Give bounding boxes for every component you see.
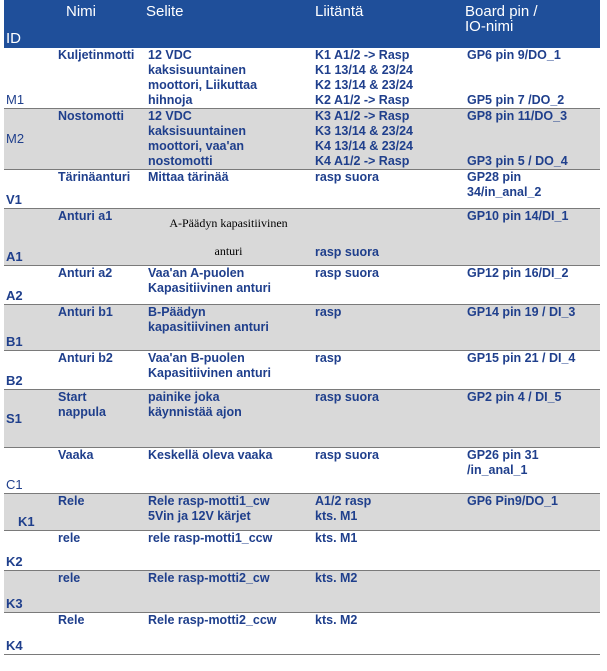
row-description <box>142 109 309 170</box>
row-connection <box>309 109 453 170</box>
row-name: Kuljetinmotti <box>52 48 142 109</box>
row-name: Tärinäanturi <box>52 170 142 209</box>
board-pin-line: 34/in_anal_2 <box>467 185 542 199</box>
description-line: 12 VDC <box>148 48 192 62</box>
row-id: V1 <box>4 170 52 209</box>
connection-line: K1 A1/2 -> Rasp <box>315 48 410 62</box>
name-line: Start <box>58 390 87 404</box>
row-connection: rasp suora <box>309 209 453 266</box>
row-description <box>142 351 309 390</box>
row-connection: kts. M2 <box>309 571 453 613</box>
row-description <box>142 266 309 305</box>
header-name: Nimi <box>52 0 142 48</box>
row-id: B1 <box>4 305 52 351</box>
row-description <box>142 48 309 109</box>
board-pin-line: GP5 pin 7 /DO_2 <box>467 93 565 107</box>
connection-line: A1/2 rasp <box>315 494 372 508</box>
row-description: Rele rasp-motti2_cw <box>142 571 309 613</box>
row-id: M2 <box>4 109 52 170</box>
header-row <box>4 0 600 48</box>
row-name: rele <box>52 571 142 613</box>
board-pin-line: GP26 pin 31 <box>467 448 539 462</box>
row-board-pin: GP10 pin 14/DI_1 <box>453 209 600 266</box>
table-row <box>4 448 600 494</box>
row-id: S1 <box>4 390 52 448</box>
row-name: Rele <box>52 494 142 531</box>
table-row <box>4 48 600 109</box>
description-line: Rele rasp-motti1_cw <box>148 494 270 508</box>
row-name: Nostomotti <box>52 109 142 170</box>
description-line: painike joka <box>148 390 220 404</box>
table-row <box>4 266 600 305</box>
description-line: 12 VDC <box>148 109 192 123</box>
row-name: Anturi a2 <box>52 266 142 305</box>
header-board-pin <box>453 0 600 48</box>
row-board-pin <box>453 613 600 655</box>
description-line: kaksisuuntainen <box>148 63 246 77</box>
row-description <box>142 305 309 351</box>
table-row <box>4 351 600 390</box>
board-pin-line: GP6 pin 9/DO_1 <box>467 48 561 62</box>
table-row <box>4 571 600 613</box>
row-board-pin: GP2 pin 4 / DI_5 <box>453 390 600 448</box>
row-id: K4 <box>4 613 52 655</box>
row-id: K1 <box>4 494 52 531</box>
board-pin-line: GP8 pin 11/DO_3 <box>467 109 568 123</box>
row-name: Vaaka <box>52 448 142 494</box>
row-board-pin <box>453 170 600 209</box>
table-row <box>4 531 600 571</box>
row-id: M1 <box>4 48 52 109</box>
board-pin-line: /in_anal_1 <box>467 463 528 477</box>
description-line: hihnoja <box>148 93 193 107</box>
row-name: Anturi b1 <box>52 305 142 351</box>
row-board-pin <box>453 109 600 170</box>
table-row <box>4 170 600 209</box>
description-line: käynnistää ajon <box>148 405 242 419</box>
row-name: rele <box>52 531 142 571</box>
row-connection: kts. M2 <box>309 613 453 655</box>
row-connection <box>309 494 453 531</box>
table-row <box>4 305 600 351</box>
row-description <box>142 494 309 531</box>
connection-line: K4 A1/2 -> Rasp <box>315 154 410 168</box>
connection-line: kts. M1 <box>315 509 358 523</box>
row-connection: rasp suora <box>309 390 453 448</box>
row-id: K2 <box>4 531 52 571</box>
description-line: anturi <box>214 244 243 258</box>
row-board-pin: GP14 pin 19 / DI_3 <box>453 305 600 351</box>
row-board-pin: GP12 pin 16/DI_2 <box>453 266 600 305</box>
header-description: Selite <box>142 0 309 48</box>
connection-line: K1 13/14 & 23/24 <box>315 63 413 77</box>
row-id: K3 <box>4 571 52 613</box>
table-row <box>4 390 600 448</box>
board-pin-line: GP28 pin <box>467 170 522 184</box>
description-line: Kapasitiivinen anturi <box>148 366 271 380</box>
row-description: Mittaa tärinää <box>142 170 309 209</box>
connection-line: K3 A1/2 -> Rasp <box>315 109 410 123</box>
row-description <box>142 390 309 448</box>
table-row <box>4 613 600 655</box>
description-line: nostomotti <box>148 154 213 168</box>
row-connection: rasp suora <box>309 170 453 209</box>
row-name: Anturi b2 <box>52 351 142 390</box>
connection-line: K2 13/14 & 23/24 <box>315 78 413 92</box>
description-line: Vaa'an A-puolen <box>148 266 245 280</box>
description-line: kapasitiivinen anturi <box>148 320 269 334</box>
header-id: ID <box>4 0 52 48</box>
table-row <box>4 494 600 531</box>
row-board-pin <box>453 48 600 109</box>
row-description: Keskellä oleva vaaka <box>142 448 309 494</box>
header-board-pin-text: Board pin / IO-nimi <box>465 3 538 35</box>
row-board-pin: GP15 pin 21 / DI_4 <box>453 351 600 390</box>
row-connection: rasp suora <box>309 266 453 305</box>
row-id: A2 <box>4 266 52 305</box>
row-board-pin <box>453 448 600 494</box>
row-connection: kts. M1 <box>309 531 453 571</box>
header-connection: Liitäntä <box>309 0 453 48</box>
row-description: rele rasp-motti1_ccw <box>142 531 309 571</box>
row-connection: rasp <box>309 351 453 390</box>
row-description: Rele rasp-motti2_ccw <box>142 613 309 655</box>
row-id: C1 <box>4 448 52 494</box>
row-id: A1 <box>4 209 52 266</box>
board-pin-line: GP3 pin 5 / DO_4 <box>467 154 568 168</box>
row-id: B2 <box>4 351 52 390</box>
table-row <box>4 109 600 170</box>
row-board-pin <box>453 571 600 613</box>
table-row <box>4 209 600 266</box>
description-line: moottori, vaa'an <box>148 139 245 153</box>
row-connection: rasp <box>309 305 453 351</box>
description-line: 5Vin ja 12V kärjet <box>148 509 251 523</box>
name-line: nappula <box>58 405 106 419</box>
row-description <box>142 209 309 266</box>
io-table-container <box>4 0 600 655</box>
description-line: moottori, Liikuttaa <box>148 78 258 92</box>
row-name: Anturi a1 <box>52 209 142 266</box>
io-table <box>4 0 600 655</box>
row-name <box>52 390 142 448</box>
description-line: B-Päädyn <box>148 305 206 319</box>
row-name: Rele <box>52 613 142 655</box>
row-board-pin <box>453 531 600 571</box>
row-connection <box>309 48 453 109</box>
description-line: Kapasitiivinen anturi <box>148 281 271 295</box>
description-line: A-Päädyn kapasitiivinen <box>169 216 288 230</box>
connection-line: K4 13/14 & 23/24 <box>315 139 413 153</box>
description-line: Vaa'an B-puolen <box>148 351 245 365</box>
description-line: kaksisuuntainen <box>148 124 246 138</box>
connection-line: K3 13/14 & 23/24 <box>315 124 413 138</box>
connection-line: K2 A1/2 -> Rasp <box>315 93 410 107</box>
row-board-pin: GP6 Pin9/DO_1 <box>453 494 600 531</box>
row-connection: rasp suora <box>309 448 453 494</box>
